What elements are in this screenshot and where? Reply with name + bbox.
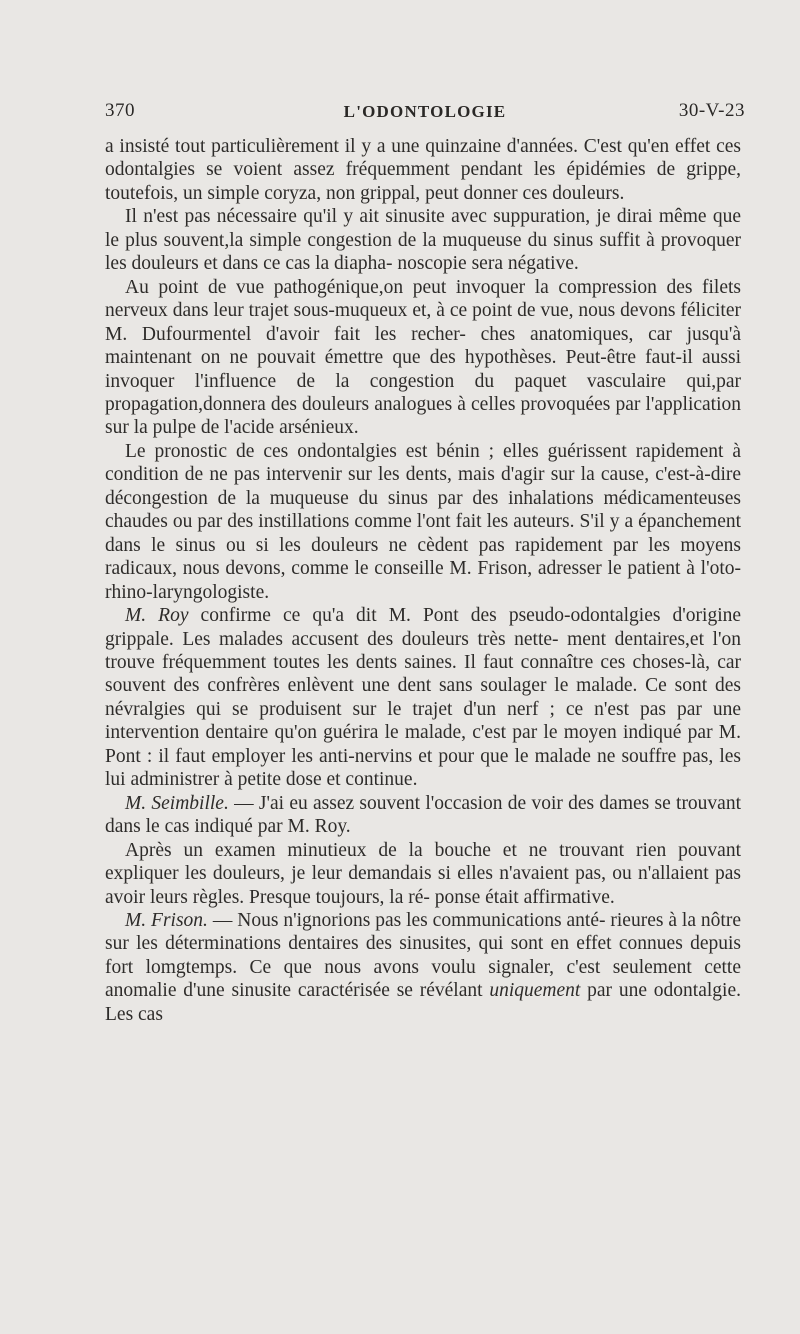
paragraph: Au point de vue pathogénique,on peut invoquer la compression des filets nerveux dans leur trajet sous-muqueux et, à ce point de vue, nous devons féliciter M. Dufourmentel d'avoir fait les recher- ches anatomiques, car jusqu'à maintenant on ne pouvait émettre que des hypothèses. Peut-être faut-il aussi invoquer l'influence de la congestion du paquet vasculaire qui,par propagation,donnera des douleurs analogues à celles provoquées par l'application sur la pulpe de l'acide arsénieux.: [105, 276, 742, 439]
issue-date: 30-V-23: [678, 100, 745, 121]
paragraph-seimbille: M. Seimbille. — J'ai eu assez souvent l'occasion de voir des dames se trouvant dans le cas indiqué par M. Roy.: [105, 792, 742, 838]
paragraph-roy: M. Roy confirme ce qu'a dit M. Pont des pseudo-odontalgies d'origine grippale. Les malades accusent des douleurs très nette- ment dentaires,et l'on trouve fréquemment toutes les dents saines. Il faut connaître ces choses-là, car souvent des confrères enlèvent une dent sans soulager le malade. Ce sont des névralgies qui se produisent sur le trajet d'un nerf ; ce n'est pas par une intervention dentaire qu'on guérira le malade, c'est par le moyen indiqué par M. Pont : il faut employer les anti-nervins et pour que le malade ne souffre pas, les lui administrer à petite dose et continue.: [105, 605, 742, 791]
speaker-name: M. Seimbille.: [125, 792, 229, 814]
speaker-name: M. Roy: [125, 605, 189, 627]
page-number: 370: [105, 100, 135, 121]
paragraph: Il n'est pas nécessaire qu'il y ait sinusite avec suppuration, je dirai même que le plus souvent,la simple congestion de la muqueuse du sinus suffit à provoquer les douleurs et dans ce cas la diapha- noscopie sera négative.: [105, 206, 742, 275]
running-header: [105, 100, 745, 130]
journal-title: L'ODONTOLOGIE: [343, 102, 507, 121]
speaker-name: M. Frison.: [125, 909, 208, 931]
emphasis-text: uniquement: [489, 980, 581, 1002]
paragraph: a insisté tout particulièrement il y a une quinzaine d'années. C'est qu'en effet ces odontalgies se voient assez fréquemment pendant les épidémies de grippe, toutefois, un simple coryza, non grippal, peut donner ces douleurs.: [105, 136, 742, 204]
body-text: [105, 135, 741, 1026]
paragraph: Le pronostic de ces ondontalgies est bénin ; elles guérissent rapidement à condition de ne pas intervenir sur les dents, mais d'agir sur la cause, c'est-à-dire décongestion de la muqueuse du sinus par des inhalations médicamenteuses chaudes ou par des instillations comme l'ont fait les auteurs. S'il y a épanchement dans le sinus ou si les douleurs ne cèdent pas rapidement par les moyens radicaux, nous devons, comme le conseille M. Frison, adresser le patient à l'oto-rhino-laryngologiste.: [105, 440, 742, 603]
paragraph-frison: M. Frison. — Nous n'ignorions pas les communications anté- rieures à la nôtre sur les déterminations dentaires des sinusites, qui sont en effet connues depuis fort lomgtemps. Ce que nous avons voulu signaler, c'est seulement cette anomalie d'une sinusite caractérisée se révélant uniquement par une odontalgie. Les cas: [105, 909, 741, 1025]
paragraph: Après un examen minutieux de la bouche et ne trouvant rien pouvant expliquer les douleurs, je leur demandais si elles n'avaient pas, ou n'allaient pas avoir leurs règles. Presque toujours, la ré- ponse était affirmative.: [105, 839, 741, 908]
